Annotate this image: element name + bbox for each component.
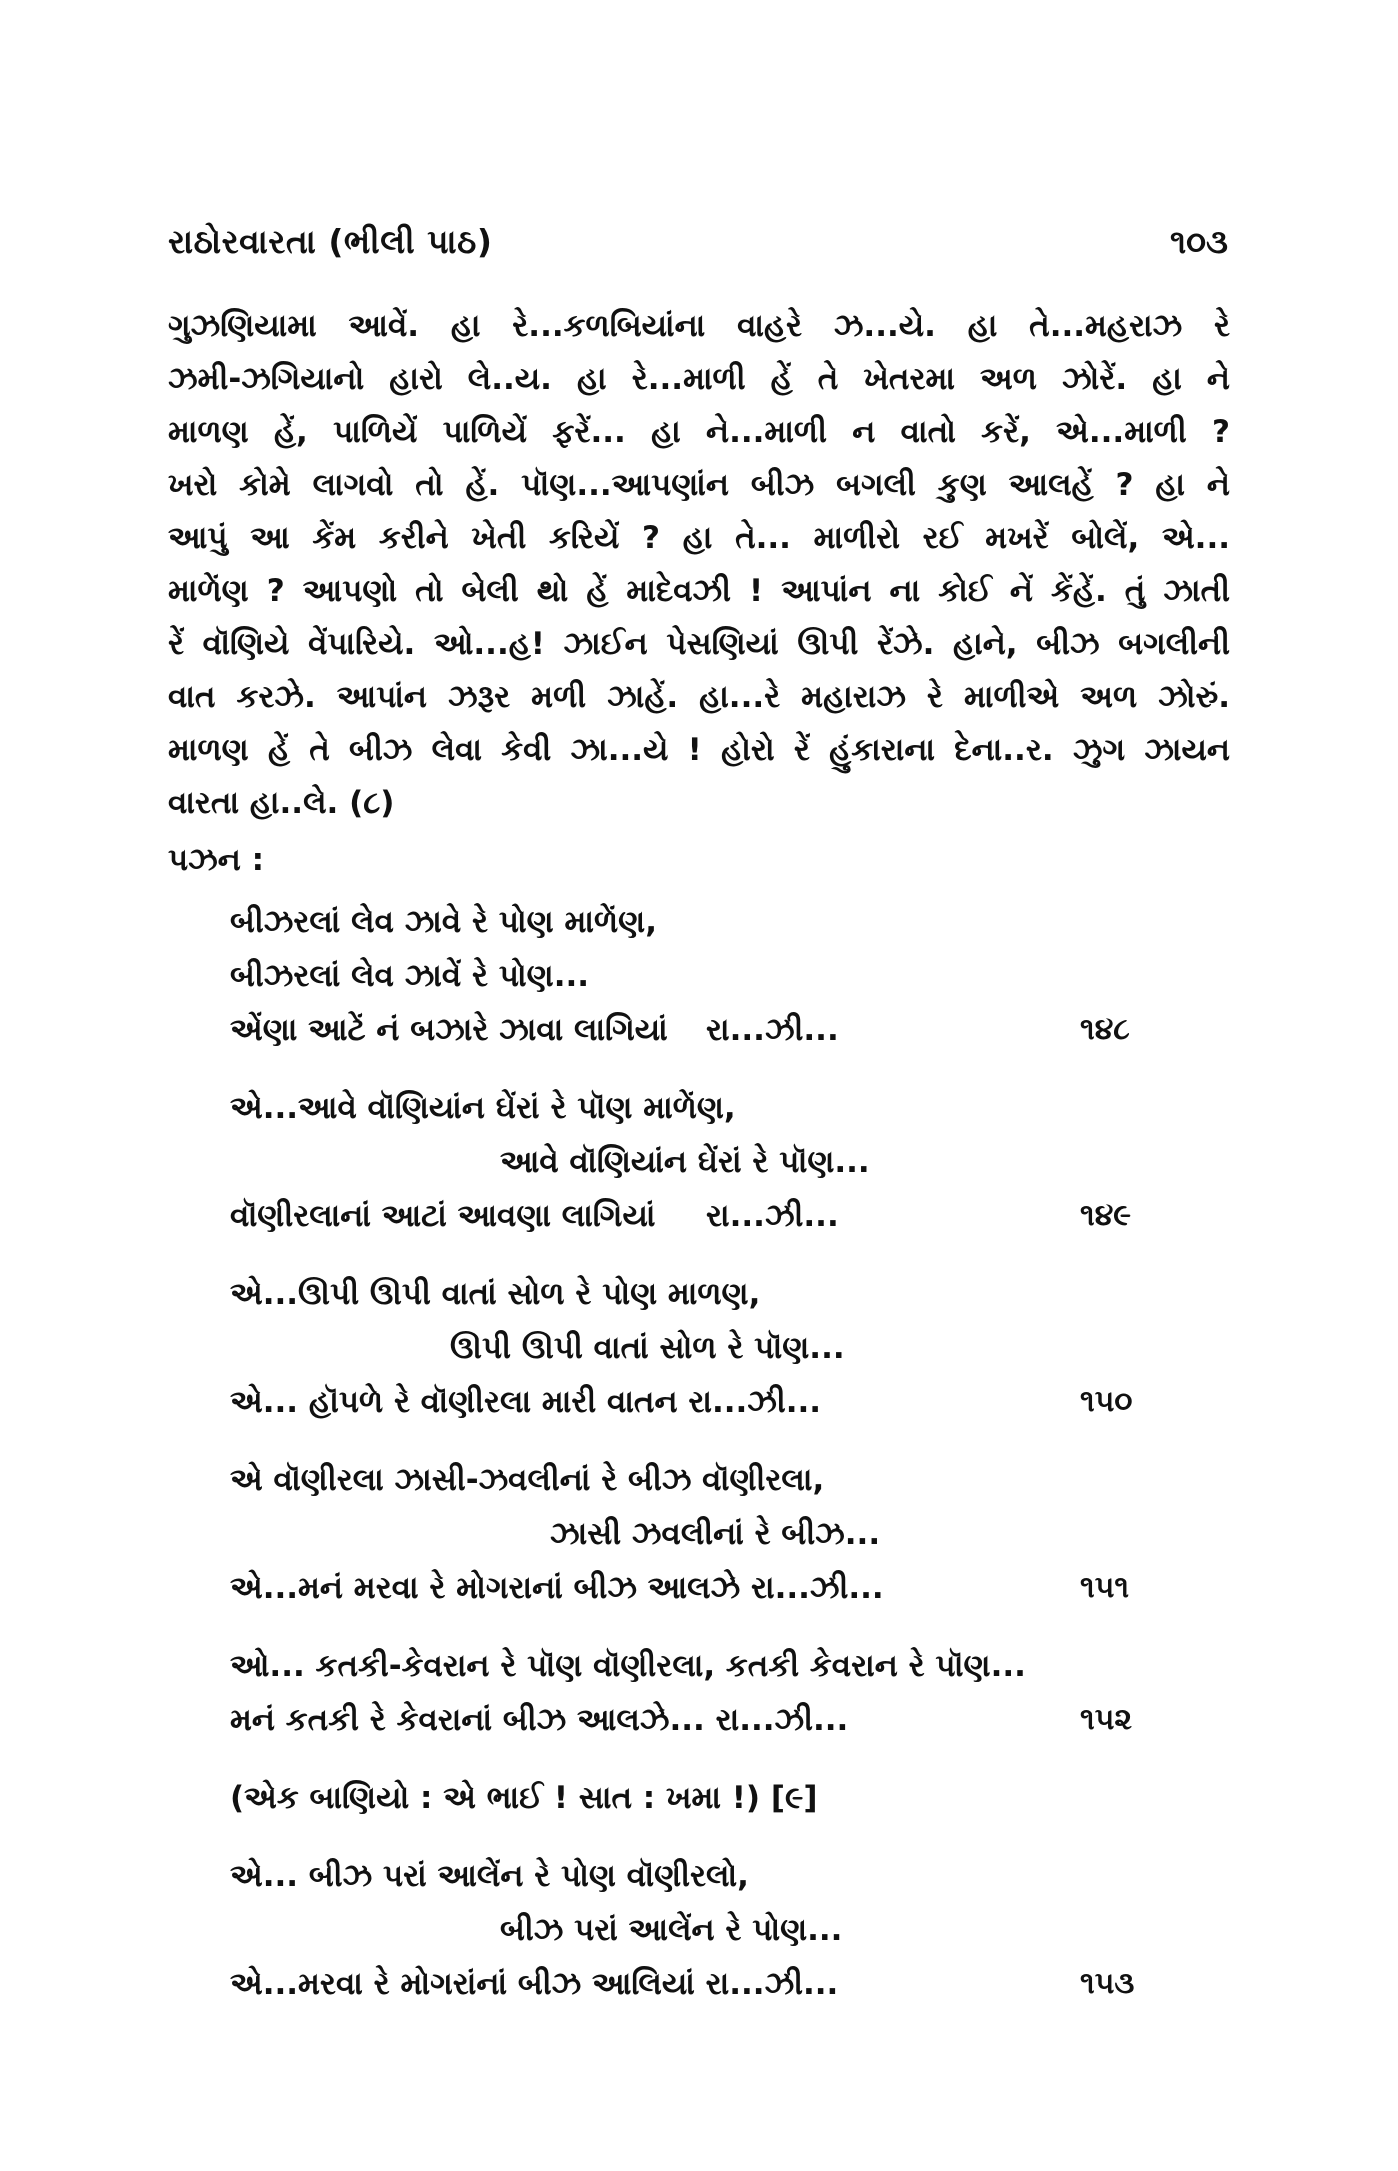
verse-line [230, 1135, 1230, 1189]
verse-line [230, 1561, 1230, 1615]
stanza [230, 1639, 1230, 1747]
verse-text: આવે વૉણિયાંન ઘેંરાં રે પૉણ... [500, 1144, 870, 1180]
page-number: ૧૦૩ [1169, 222, 1228, 261]
stanza [230, 1849, 1230, 2011]
verse-text: મનં કતકી રે કેવરાનાં બીઝ આલઝે... રા...ઝી... [230, 1702, 849, 1738]
prose-line: માળેંણ ? આપણો તો બેલી થો હેં માદેવઝી ! આપાંન ના કોઈ નેં કેંહેં. તું ઝાતી [168, 573, 1230, 609]
verse-text: એ... હૉપળે રે વૉણીરલા મારી વાતન રા...ઝી... [230, 1384, 822, 1420]
verse-text: ઊપી ઊપી વાતાં સોળ રે પૉણ... [450, 1330, 845, 1366]
verse-text: એ...આવે વૉણિયાંન ઘેંરાં રે પૉણ માળેંણ, [230, 1090, 736, 1126]
verse-text: ઝાસી ઝવલીનાં રે બીઝ... [550, 1516, 881, 1552]
verse-number: ૧૪૯ [1080, 1198, 1132, 1233]
verse-text: વૉણીરલાનાં આટાં આવણા લાગિયાં [230, 1198, 656, 1234]
aside-note: (એક બાણિયો : એ ભાઈ ! સાત : ખમા !) [૯] [230, 1780, 818, 1816]
verse-line [230, 1693, 1230, 1747]
verse-number: ૧૫૩ [1080, 1966, 1135, 2001]
verse-line [230, 1081, 1230, 1135]
stanza [230, 1081, 1230, 1243]
verse-line [230, 1453, 1230, 1507]
verse-number: ૧૫૨ [1080, 1702, 1133, 1737]
verse-text: એ...મનં મરવા રે મોગરાનાં બીઝ આલઝે રા...ઝી... [230, 1570, 884, 1606]
verse-text: બીઝરલાં લેવ ઝાવેં રે પોણ... [230, 958, 590, 994]
prose-line: માળણ હેં, પાળિયેં પાળિયેં ફરેં... હા ને...માળી ન વાતો કરેં, એ...માળી ? [168, 414, 1230, 450]
prose-line: ઝમી-ઝગિયાનો હારો લે..ય. હા રે...માળી હેં તે ખેતરમા અળ ઝોરેં. હા ને [168, 361, 1230, 397]
verse-line [230, 1321, 1230, 1375]
running-title: રાઠોરવારતા (ભીલી પાઠ) [168, 222, 493, 261]
prose-line: ગુઝણિયામા આવેં. હા રે...કળબિયાંના વાહરે ઝ...યે. હા તે...મહરાઝ રે [168, 308, 1230, 344]
verse-text: એ...ઊપી ઊપી વાતાં સોળ રે પોણ માળણ, [230, 1276, 761, 1312]
section-label: પઝન : [168, 842, 264, 878]
prose-line: રેં વૉણિયે વેંપારિયે. ઓ...હ! ઝાઈન પેસણિયાં ઊપી રેંઝે. હાને, બીઝ બગલીની [168, 626, 1230, 662]
verse-number: ૧૪૮ [1080, 1012, 1130, 1047]
verse-line [230, 1375, 1230, 1429]
verse-line [230, 1849, 1230, 1903]
verse-refrain: રા...ઝી... [706, 1198, 839, 1234]
verse-line [230, 1957, 1230, 2011]
song-verses [230, 895, 1230, 2035]
stanza [230, 1267, 1230, 1429]
verse-line [230, 1189, 1230, 1243]
prose-paragraph [168, 300, 1230, 830]
verse-text: એંણા આટેં નં બઝારે ઝાવા લાગિયાં [230, 1012, 668, 1048]
verse-line [230, 1003, 1230, 1057]
verse-text: બીઝરલાં લેવ ઝાવે રે પોણ માળેંણ, [230, 904, 657, 940]
verse-text: એ...મરવા રે મોગરાંનાં બીઝ આલિયાં રા...ઝી... [230, 1966, 839, 2002]
prose-line: આપું આ કેંમ કરીને ખેતી કરિયેં ? હા તે... માળીરો રઈ મખરેં બોલેં, એ... [168, 520, 1230, 556]
verse-text: એ વૉણીરલા ઝાસી-ઝવલીનાં રે બીઝ વૉણીરલા, [230, 1462, 825, 1498]
prose-line: ખરો કોમે લાગવો તો હેં. પૉણ...આપણાંન બીઝ બગલી કુણ આલહેં ? હા ને [168, 467, 1230, 503]
verse-line [230, 1639, 1230, 1693]
verse-line [230, 949, 1230, 1003]
verse-line [230, 895, 1230, 949]
verse-number: ૧૫૧ [1080, 1570, 1130, 1605]
verse-number: ૧૫૦ [1080, 1384, 1133, 1419]
prose-line: માળણ હેં તે બીઝ લેવા કેવી ઝા...યે ! હોરો રેં હુંકારાના દેના..ર. ઝુગ ઝાયન [168, 732, 1230, 768]
verse-text: ઓ... કતકી-કેવરાન રે પૉણ વૉણીરલા, કતકી કેવરાન રે પૉણ... [230, 1648, 1026, 1684]
verse-line [230, 1507, 1230, 1561]
stanza [230, 1453, 1230, 1615]
verse-refrain: રા...ઝી... [706, 1012, 839, 1048]
prose-line: વારતા હા..લે. (૮) [168, 785, 395, 821]
prose-line: વાત કરઝે. આપાંન ઝરૂર મળી ઝાહેં. હા...રે મહારાઝ રે માળીએ અળ ઝોરું. [168, 679, 1230, 715]
verse-text: એ... બીઝ પરાં આલેંન રે પોણ વૉણીરલો, [230, 1858, 749, 1894]
verse-line [230, 1267, 1230, 1321]
stanza [230, 895, 1230, 1057]
verse-line [230, 1903, 1230, 1957]
verse-text: બીઝ પરાં આલેંન રે પોણ... [500, 1912, 843, 1948]
